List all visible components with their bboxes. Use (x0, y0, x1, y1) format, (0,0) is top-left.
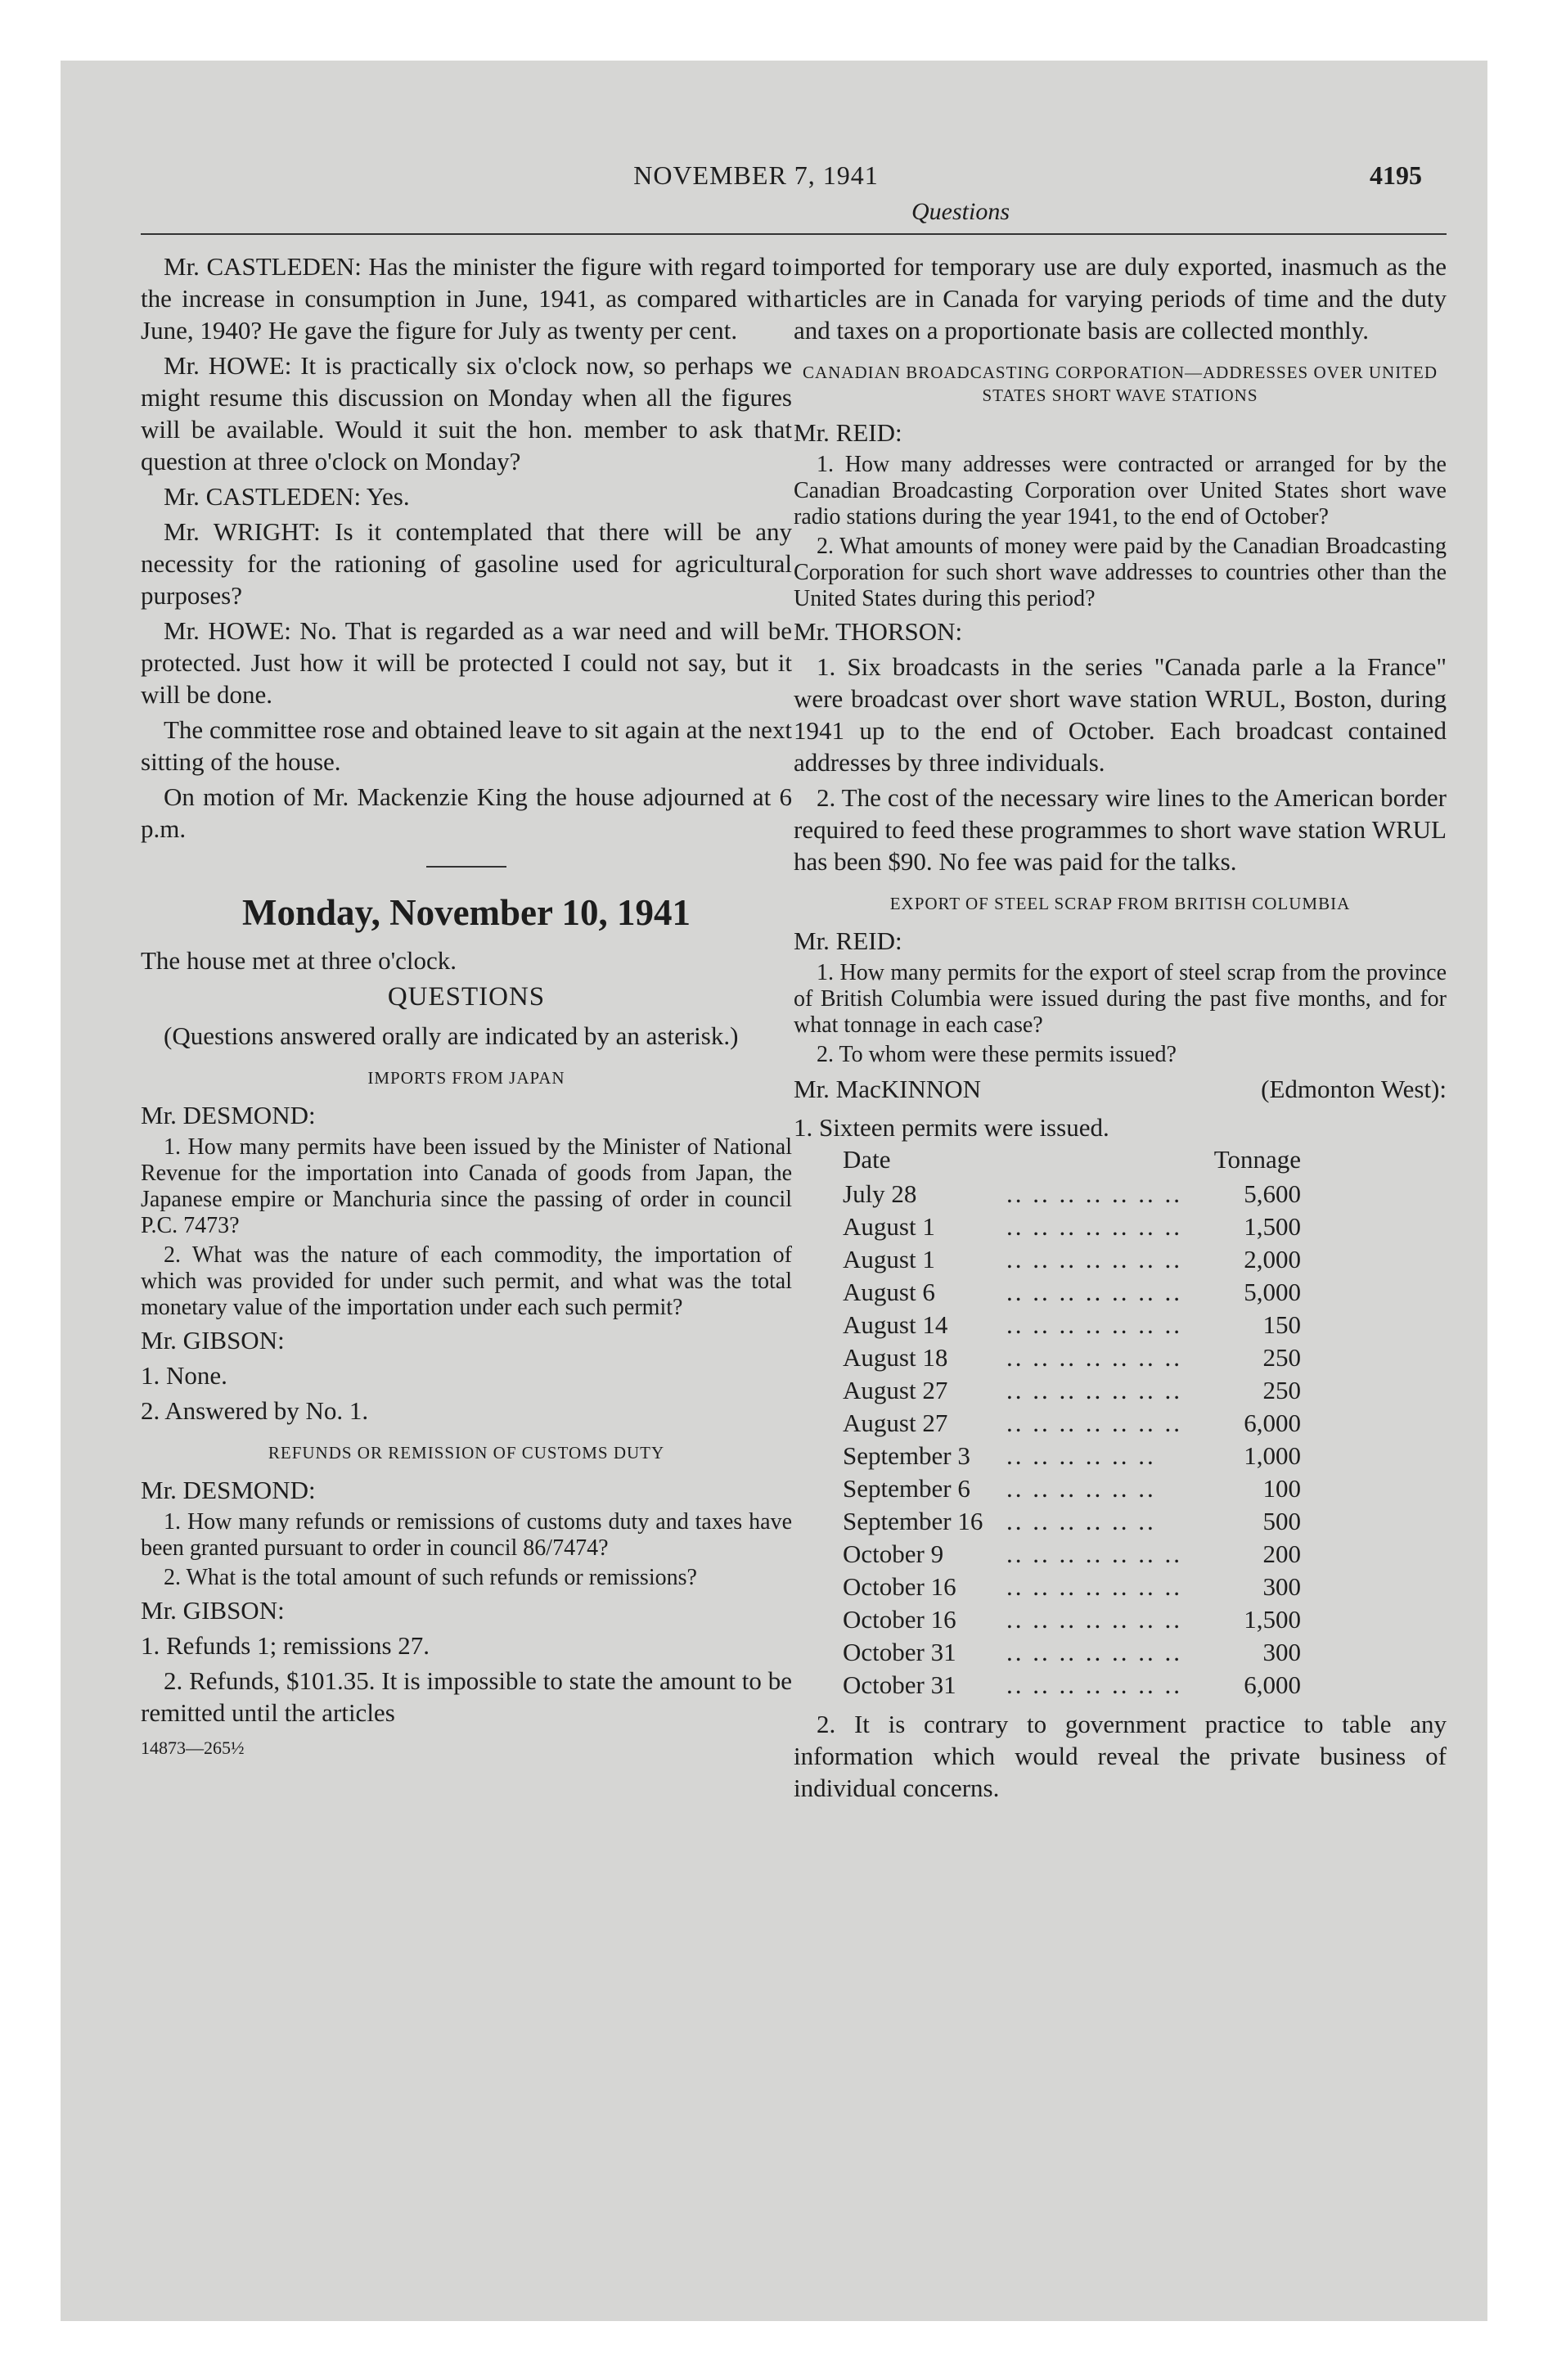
cell-date: August 1 (843, 1245, 935, 1273)
cell-leader-dots: .. .. .. .. .. .. .. (1006, 1310, 1182, 1339)
cell-leader-dots: .. .. .. .. .. .. .. (1006, 1179, 1182, 1208)
question: 1. How many addresses were contracted or arranged for by the Canadian Broadcasting Corporation over United States short wave radio stations during the year 1941, to the end of October? (794, 452, 1447, 530)
cell-date: September 16 (843, 1507, 983, 1535)
cell-date: September 3 (843, 1441, 970, 1470)
speaker: Mr. REID: (794, 926, 902, 955)
cell-tonnage: 5,000 (1244, 1278, 1301, 1306)
cell-date: August 27 (843, 1376, 948, 1404)
cell-tonnage: 1,500 (1244, 1212, 1301, 1241)
cell-date: July 28 (843, 1179, 917, 1208)
table-row (843, 1538, 1301, 1571)
cell-date: September 6 (843, 1474, 970, 1503)
cell-leader-dots: .. .. .. .. .. .. .. (1006, 1670, 1182, 1699)
table-row (843, 1407, 1301, 1440)
speaker: Mr. DESMOND: (141, 1101, 316, 1129)
question: 1. How many refunds or remissions of customs duty and taxes have been granted pursuant to order in council 86/7474? (141, 1509, 792, 1561)
answer-speaker-row (794, 1073, 1447, 1105)
footnote: 14873—265½ (141, 1738, 245, 1758)
speaker: Mr. THORSON: (794, 617, 963, 646)
question: 2. To whom were these permits issued? (817, 1042, 1177, 1067)
cell-date: October 9 (843, 1539, 944, 1568)
cell-date: October 31 (843, 1638, 956, 1666)
cell-leader-dots: .. .. .. .. .. .. (1006, 1507, 1156, 1535)
cell-leader-dots: .. .. .. .. .. .. .. (1006, 1409, 1182, 1437)
cell-tonnage: 5,600 (1244, 1179, 1301, 1208)
cell-leader-dots: .. .. .. .. .. .. .. (1006, 1245, 1182, 1273)
header-date: NOVEMBER 7, 1941 (633, 160, 879, 190)
cell-tonnage: 6,000 (1244, 1670, 1301, 1699)
cell-tonnage: 100 (1262, 1474, 1301, 1503)
cell-date: October 31 (843, 1670, 956, 1699)
table-row (843, 1309, 1301, 1341)
cell-date: August 1 (843, 1212, 935, 1241)
cell-leader-dots: .. .. .. .. .. .. .. (1006, 1572, 1182, 1601)
table-row (843, 1374, 1301, 1407)
cell-tonnage: 150 (1262, 1310, 1301, 1339)
cell-leader-dots: .. .. .. .. .. .. .. (1006, 1278, 1182, 1306)
speaker: Mr. REID: (794, 418, 902, 447)
table-row (843, 1603, 1301, 1636)
cell-tonnage: 6,000 (1244, 1409, 1301, 1437)
day-heading: Monday, November 10, 1941 (242, 892, 691, 933)
paragraph: Mr. HOWE: It is practically six o'clock now, so perhaps we might resume this discussion on Monday when all the figures will be available. Would it suit the hon. member to ask that question at three o'clock on Monday? (141, 351, 792, 476)
topic-heading-steel: EXPORT OF STEEL SCRAP FROM BRITISH COLUMBIA (889, 894, 1351, 913)
cell-tonnage: 300 (1262, 1638, 1301, 1666)
column-header-tonnage: Tonnage (1213, 1145, 1301, 1174)
cell-leader-dots: .. .. .. .. .. .. .. (1006, 1212, 1182, 1241)
cell-tonnage: 250 (1262, 1376, 1301, 1404)
cell-date: August 18 (843, 1343, 948, 1372)
cell-tonnage: 500 (1262, 1507, 1301, 1535)
cell-date: October 16 (843, 1572, 956, 1601)
table-row (843, 1440, 1301, 1472)
cell-date: August 14 (843, 1310, 948, 1339)
tonnage-table-body (843, 1178, 1301, 1702)
table-row (843, 1571, 1301, 1603)
cell-leader-dots: .. .. .. .. .. .. (1006, 1474, 1156, 1503)
table-row (843, 1210, 1301, 1243)
page-number: 4195 (1370, 160, 1422, 190)
cell-leader-dots: .. .. .. .. .. .. .. (1006, 1343, 1182, 1372)
page-scan (61, 61, 1487, 2321)
table-row (843, 1243, 1301, 1276)
answer: 1. Six broadcasts in the series "Canada parle a la France" were broadcast over short wave station WRUL, Boston, during 1941 up to the end of October. Each broadcast contained addresses by three individuals. (794, 652, 1447, 777)
table-header-row (843, 1142, 1301, 1178)
left-column (141, 250, 792, 1764)
answer: 1. Sixteen permits were issued. (794, 1113, 1109, 1142)
column-header-spacer (1006, 1142, 1211, 1178)
paragraph: On motion of Mr. Mackenzie King the house adjourned at 6 p.m. (141, 782, 792, 843)
cell-leader-dots: .. .. .. .. .. .. .. (1006, 1638, 1182, 1666)
page-header (61, 61, 1487, 249)
table-row (843, 1276, 1301, 1309)
cell-date: October 16 (843, 1605, 956, 1634)
table-row (843, 1341, 1301, 1374)
section-divider (426, 866, 506, 868)
answer: 1. Refunds 1; remissions 27. (141, 1631, 430, 1660)
cell-tonnage: 1,500 (1244, 1605, 1301, 1634)
answer: 1. None. (141, 1361, 227, 1390)
answer: 2. The cost of the necessary wire lines to the American border required to feed these programmes to short wave station WRUL has been $90. No fee was paid for the talks. (794, 783, 1447, 876)
question: 1. How many permits have been issued by the Minister of National Revenue for the importation into Canada of goods from Japan, the Japanese empire or Manchuria since the passing of order in council P.C. 7473? (141, 1134, 792, 1238)
column-header-date: Date (843, 1145, 891, 1174)
speaker: Mr. DESMOND: (141, 1476, 316, 1504)
table-row (843, 1472, 1301, 1505)
table-row (843, 1669, 1301, 1702)
section-title: Questions (911, 198, 1010, 225)
cell-tonnage: 2,000 (1244, 1245, 1301, 1273)
paragraph: The committee rose and obtained leave to sit again at the next sitting of the house. (141, 715, 792, 776)
header-rule (141, 233, 1447, 235)
cell-date: August 27 (843, 1409, 948, 1437)
cell-date: August 6 (843, 1278, 935, 1306)
sitting-opening: The house met at three o'clock. (141, 946, 457, 975)
cell-leader-dots: .. .. .. .. .. .. .. (1006, 1376, 1182, 1404)
topic-heading-cbc: CANADIAN BROADCASTING CORPORATION—ADDRESSES OVER UNITED STATES SHORT WAVE STATIONS (802, 363, 1438, 405)
question: 2. What was the nature of each commodity, the importation of which was provided for under such permit, and what was the total monetary value of the importation under each such permit? (141, 1242, 792, 1320)
answer: 2. Answered by No. 1. (141, 1396, 369, 1425)
speaker-riding: (Edmonton West): (1261, 1075, 1447, 1103)
speaker: Mr. GIBSON: (141, 1326, 285, 1355)
topic-heading-imports: IMPORTS FROM JAPAN (367, 1068, 565, 1088)
questions-heading: QUESTIONS (387, 982, 546, 1012)
cell-tonnage: 200 (1262, 1539, 1301, 1568)
question: 2. What amounts of money were paid by the Canadian Broadcasting Corporation for such short wave addresses to countries other than the United States during this period? (794, 534, 1447, 611)
topic-heading-refunds: REFUNDS OR REMISSION OF CUSTOMS DUTY (268, 1443, 665, 1463)
cell-tonnage: 300 (1262, 1572, 1301, 1601)
paragraph: Mr. CASTLEDEN: Has the minister the figure with regard to the increase in consumption in June, 1941, as compared with June, 1940? He gave the figure for July as twenty per cent. (141, 252, 792, 345)
cell-tonnage: 250 (1262, 1343, 1301, 1372)
speaker: Mr. MacKINNON (794, 1075, 982, 1103)
question: 1. How many permits for the export of steel scrap from the province of British Columbia were issued during the past five months, and for what tonnage in each case? (794, 960, 1447, 1038)
speaker: Mr. GIBSON: (141, 1596, 285, 1625)
paragraph: Mr. HOWE: No. That is regarded as a war need and will be protected. Just how it will be protected I could not say, but it will be done. (141, 616, 792, 709)
table-row (843, 1636, 1301, 1669)
answer: 2. Refunds, $101.35. It is impossible to state the amount to be remitted until the articles (141, 1666, 792, 1727)
answer: 2. It is contrary to government practice to table any information which would reveal the private business of individual concerns. (794, 1710, 1447, 1802)
cell-leader-dots: .. .. .. .. .. .. (1006, 1441, 1156, 1470)
cell-tonnage: 1,000 (1244, 1441, 1301, 1470)
tonnage-table (843, 1142, 1301, 1702)
cell-leader-dots: .. .. .. .. .. .. .. (1006, 1605, 1182, 1634)
right-column (794, 250, 1447, 1807)
table-row (843, 1178, 1301, 1210)
questions-note: (Questions answered orally are indicated by an asterisk.) (164, 1021, 739, 1050)
cell-leader-dots: .. .. .. .. .. .. .. (1006, 1539, 1182, 1568)
paragraph: Mr. WRIGHT: Is it contemplated that there will be any necessity for the rationing of gasoline used for agricultural purposes? (141, 517, 792, 610)
question: 2. What is the total amount of such refunds or remissions? (164, 1565, 697, 1590)
table-row (843, 1505, 1301, 1538)
paragraph: Mr. CASTLEDEN: Yes. (164, 482, 410, 511)
paragraph: imported for temporary use are duly exported, inasmuch as the articles are in Canada for varying periods of time and the duty and taxes on a proportionate basis are collected monthly. (794, 252, 1447, 345)
